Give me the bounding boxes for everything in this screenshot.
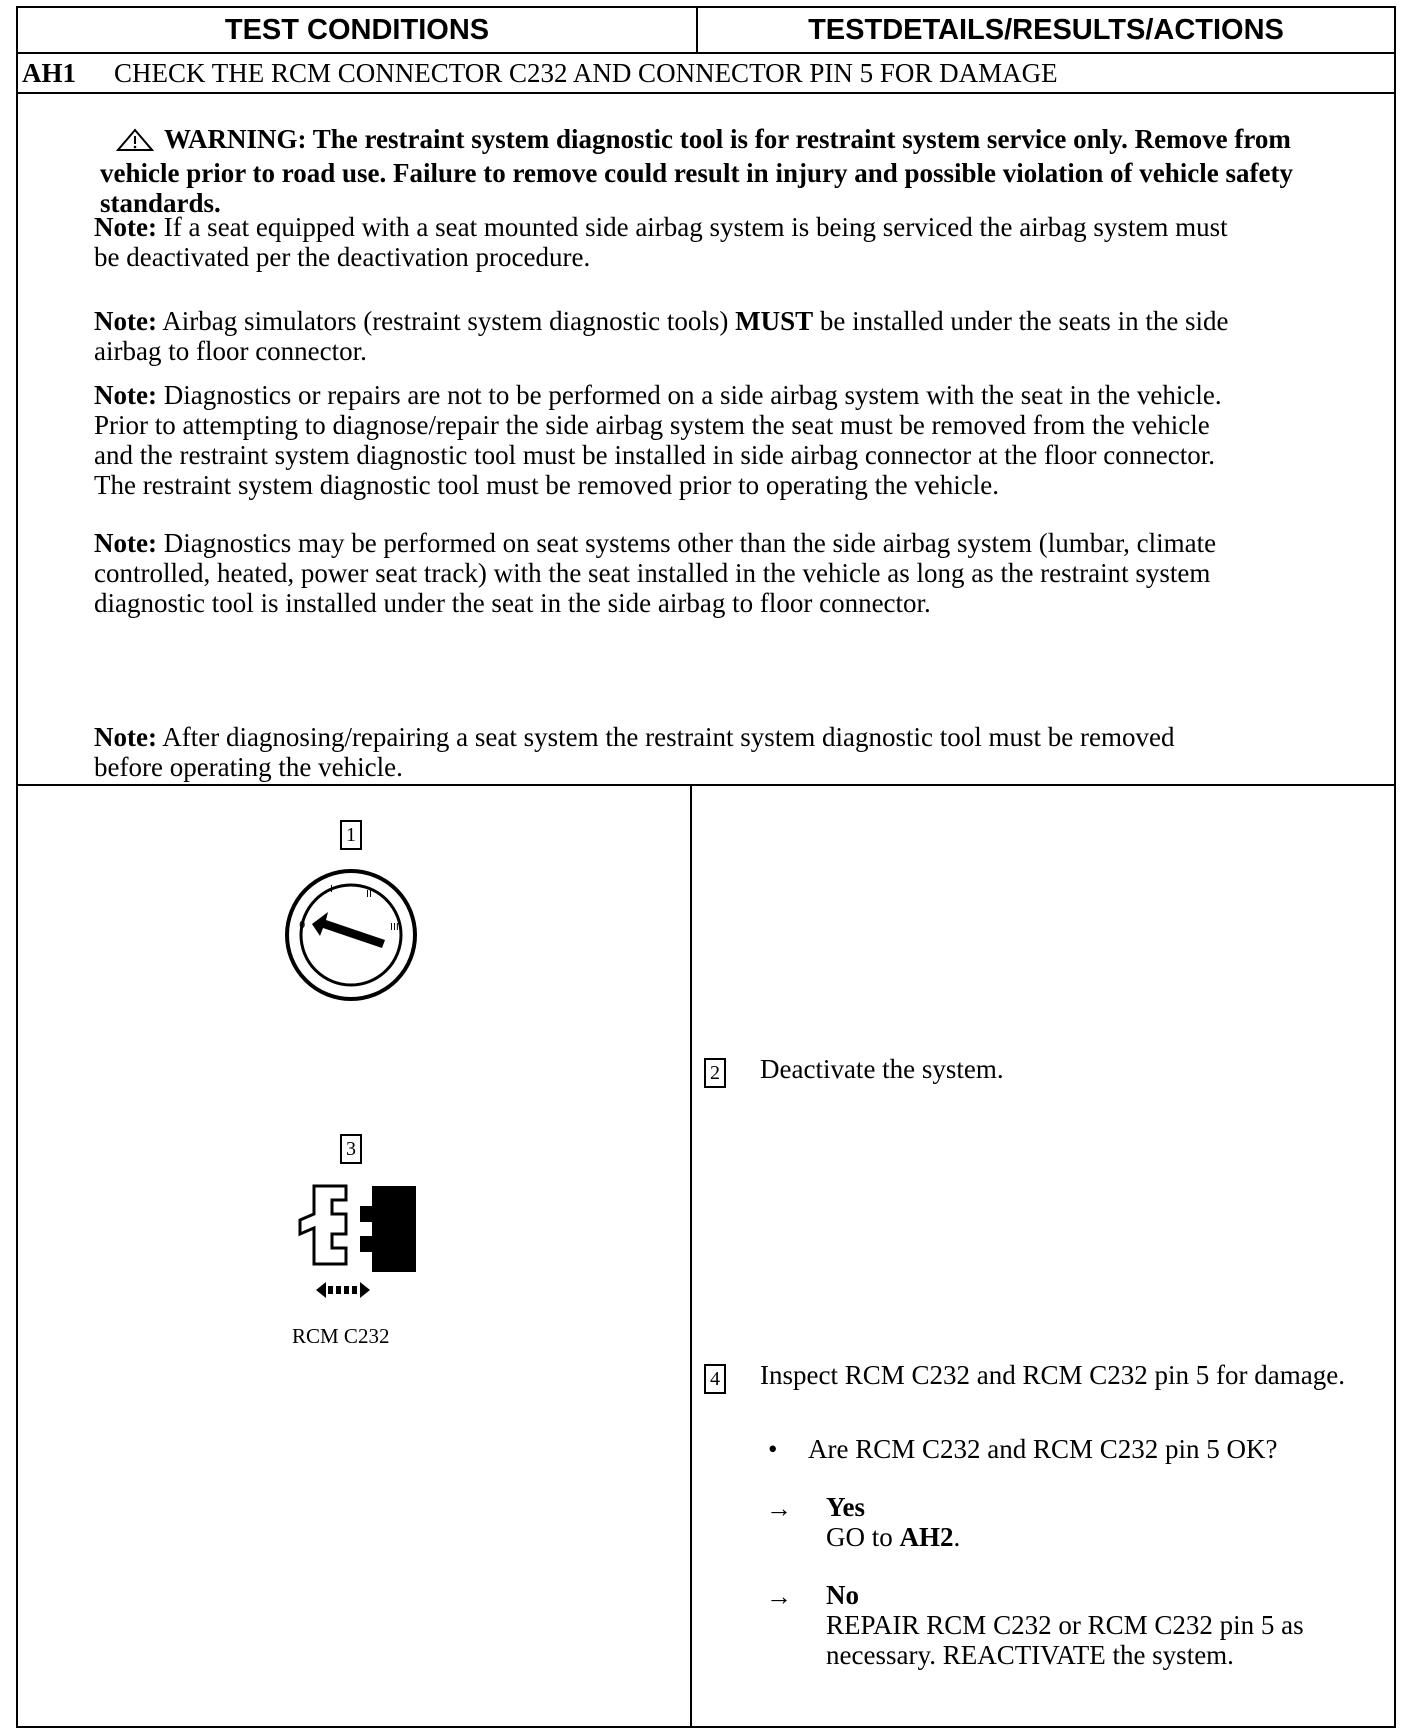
answer-yes [826, 1492, 1366, 1552]
step-title-row [18, 54, 1394, 94]
note-text: After diagnosing/repairing a seat system the restraint system diagnostic tool must be removed before operating the vehicle. [94, 722, 1175, 782]
note-text: Diagnostics or repairs are not to be performed on a side airbag system with the seat in the vehicle. Prior to attempting to diagnose/repair the side airbag system the seat must be removed from the vehicle and the restraint system diagnostic tool must be installed in side airbag connector at the floor connector. The restraint system diagnostic tool must be removed prior to operating the vehicle. [94, 380, 1222, 500]
yes-label: Yes [826, 1492, 865, 1522]
header-test-conditions: TEST CONDITIONS [18, 8, 698, 52]
bullet-icon: • [768, 1434, 778, 1464]
answer-no [826, 1580, 1366, 1670]
ignition-mark-1: I [330, 884, 333, 895]
step-2-text: Deactivate the system. [760, 1054, 1004, 1084]
diagnostic-table [16, 6, 1396, 1728]
no-text: REPAIR RCM C232 or RCM C232 pin 5 as necessary. REACTIVATE the system. [826, 1610, 1304, 1670]
note-1 [94, 212, 1244, 272]
no-label: No [826, 1580, 859, 1610]
note-text: be installed under the seats in the side airbag to floor connector. [94, 306, 1229, 366]
note-label: Note: [94, 212, 157, 242]
step-4-number: 4 [704, 1364, 726, 1394]
warning-text: WARNING: The restraint system diagnostic tool is for restraint system service only. Remove from vehicle prior to road use. Failure to remove could result in injury and possible violation of vehicle safety standards. [100, 124, 1293, 218]
note-text: Airbag simulators (restraint system diagnostic tools) [156, 306, 736, 336]
note-emphasis: MUST [735, 306, 814, 336]
yes-suffix: . [953, 1522, 961, 1552]
table-header [18, 8, 1394, 54]
figure-3-number: 3 [340, 1134, 362, 1164]
note-label: Note: [94, 722, 157, 752]
ignition-mark-3: III [390, 922, 399, 933]
yes-target-link[interactable]: AH2 [899, 1522, 954, 1552]
note-5 [94, 722, 1244, 782]
header-test-details: TESTDETAILS/RESULTS/ACTIONS [808, 14, 1284, 46]
note-4 [94, 528, 1244, 618]
step-id: AH1 [22, 58, 76, 88]
note-2 [94, 306, 1244, 366]
notes-section [18, 94, 1394, 786]
note-label: Note: [94, 306, 157, 336]
warning-triangle-icon [116, 128, 154, 158]
ignition-mark-2: II [366, 889, 372, 900]
ignition-mark-off: 0 [299, 920, 306, 931]
question-text: Are RCM C232 and RCM C232 pin 5 OK? [808, 1434, 1278, 1464]
warning-paragraph [100, 124, 1300, 218]
step-4-text: Inspect RCM C232 and RCM C232 pin 5 for damage. [760, 1360, 1345, 1390]
arrow-right-icon: → [766, 1494, 792, 1523]
connector-label: RCM C232 [292, 1324, 390, 1348]
note-label: Note: [94, 528, 157, 558]
yes-prefix: GO to [826, 1522, 900, 1552]
connector-disconnect-icon [286, 1180, 426, 1310]
figure-1-number: 1 [340, 820, 362, 850]
arrow-right-icon: → [766, 1582, 792, 1611]
note-label: Note: [94, 380, 157, 410]
note-text: If a seat equipped with a seat mounted side airbag system is being serviced the airbag system must be deactivated per the deactivation procedure. [94, 212, 1228, 272]
note-3 [94, 380, 1244, 500]
step-title: CHECK THE RCM CONNECTOR C232 AND CONNECTOR PIN 5 FOR DAMAGE [114, 58, 1058, 88]
procedure-section [18, 786, 1394, 1728]
step-2-number: 2 [704, 1058, 726, 1088]
note-text: Diagnostics may be performed on seat systems other than the side airbag system (lumbar, climate controlled, heated, power seat track) with the seat installed in the vehicle as long as the restraint system diagnostic tool is installed under the seat in the side airbag to floor connector. [94, 528, 1217, 618]
column-divider [690, 786, 692, 1728]
ignition-switch-icon [280, 864, 422, 1006]
